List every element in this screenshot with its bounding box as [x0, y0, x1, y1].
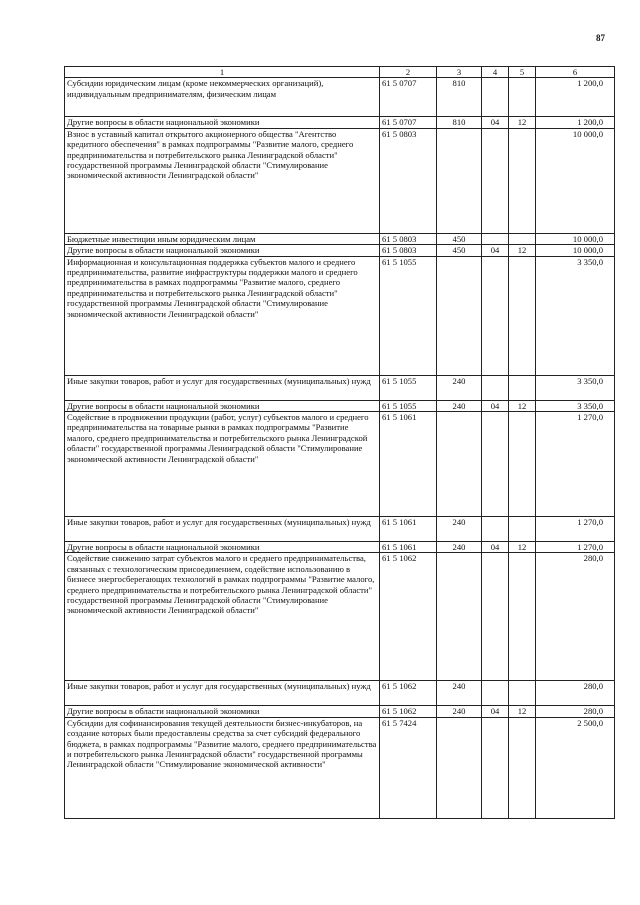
row-pr	[509, 717, 536, 818]
row-sum: 1 270,0	[536, 412, 615, 517]
row-vr: 240	[437, 400, 482, 411]
row-code: 61 5 1055	[380, 375, 437, 400]
row-sum: 1 200,0	[536, 78, 615, 117]
row-vr	[437, 717, 482, 818]
row-code: 61 5 1061	[380, 517, 437, 542]
row-vr: 450	[437, 233, 482, 244]
row-code: 61 5 0707	[380, 78, 437, 117]
row-sum: 10 000,0	[536, 128, 615, 233]
row-rz	[482, 375, 509, 400]
row-name: Содействие в продвижении продукции (работ, услуг) субъектов малого и среднего предпринимательства на товарные рынки в рамках подпрограммы "Развитие малого, среднего предпринимательства и потребительского рынка Ленинградской области" государственной программы Ленинградской области "Стимулирование экономической активности Ленинградской области"	[65, 412, 380, 517]
row-rz	[482, 681, 509, 706]
row-pr	[509, 128, 536, 233]
row-pr	[509, 412, 536, 517]
row-name: Иные закупки товаров, работ и услуг для государственных (муниципальных) нужд	[65, 681, 380, 706]
row-rz: 04	[482, 542, 509, 553]
row-sum: 2 500,0	[536, 717, 615, 818]
row-code: 61 5 1061	[380, 412, 437, 517]
table-row	[65, 117, 615, 128]
row-pr: 12	[509, 117, 536, 128]
row-pr: 12	[509, 542, 536, 553]
row-sum: 1 270,0	[536, 517, 615, 542]
table-row	[65, 717, 615, 818]
row-pr	[509, 375, 536, 400]
row-name: Другие вопросы в области национальной экономики	[65, 117, 380, 128]
row-code: 61 5 1055	[380, 400, 437, 411]
row-vr: 810	[437, 117, 482, 128]
row-vr: 240	[437, 706, 482, 717]
table-row	[65, 375, 615, 400]
row-code: 61 5 1055	[380, 256, 437, 375]
row-name: Другие вопросы в области национальной экономики	[65, 245, 380, 256]
row-name: Другие вопросы в области национальной экономики	[65, 542, 380, 553]
row-code: 61 5 0803	[380, 233, 437, 244]
row-sum: 3 350,0	[536, 375, 615, 400]
table-row	[65, 553, 615, 681]
row-vr	[437, 128, 482, 233]
row-sum: 280,0	[536, 706, 615, 717]
row-name: Информационная и консультационная поддержка субъектов малого и среднего предпринимательства, развитие инфраструктуры поддержки малого и среднего предпринимательства в рамках подпрограммы "Развитие малого, среднего предпринимательства и потребительского рынка Ленинградской области" государственной программы Ленинградской области "Стимулирование экономической активности Ленинградской области"	[65, 256, 380, 375]
row-sum: 1 270,0	[536, 542, 615, 553]
row-vr	[437, 553, 482, 681]
table-row	[65, 400, 615, 411]
row-rz	[482, 717, 509, 818]
table-row	[65, 412, 615, 517]
row-pr	[509, 553, 536, 681]
page-number: 87	[596, 33, 605, 43]
row-name: Субсидии для софинансирования текущей деятельности бизнес-инкубаторов, на создание которых были предоставлены средства за счет субсидий федерального бюджета, в рамках подпрограммы "Развитие малого, среднего предпринимательства и потребительского рынка Ленинградской области" государственной программы Ленинградской области "Стимулирование экономической активности"	[65, 717, 380, 818]
column-header: 6	[536, 67, 615, 78]
row-vr	[437, 256, 482, 375]
row-code: 61 5 7424	[380, 717, 437, 818]
column-header: 1	[65, 67, 380, 78]
table-row	[65, 706, 615, 717]
table-row	[65, 78, 615, 117]
row-rz	[482, 256, 509, 375]
row-sum: 10 000,0	[536, 233, 615, 244]
row-name: Содействие снижению затрат субъектов малого и среднего предпринимательства, связанных с технологическим присоединением, содействие использованию в бизнесе энергосберегающих технологий в рамках подпрограммы "Развитие малого, среднего предпринимательства и потребительского рынка Ленинградской области" государственной программы Ленинградской области "Стимулирование экономической активности Ленинградской области"	[65, 553, 380, 681]
row-rz	[482, 412, 509, 517]
row-pr	[509, 233, 536, 244]
row-rz: 04	[482, 400, 509, 411]
row-name: Субсидии юридическим лицам (кроме некоммерческих организаций), индивидуальным предпринимателям, физическим лицам	[65, 78, 380, 117]
row-pr: 12	[509, 706, 536, 717]
row-rz: 04	[482, 706, 509, 717]
row-name: Иные закупки товаров, работ и услуг для государственных (муниципальных) нужд	[65, 517, 380, 542]
row-name: Иные закупки товаров, работ и услуг для государственных (муниципальных) нужд	[65, 375, 380, 400]
row-vr: 450	[437, 245, 482, 256]
row-rz: 04	[482, 245, 509, 256]
column-header: 5	[509, 67, 536, 78]
row-pr	[509, 517, 536, 542]
row-rz	[482, 517, 509, 542]
column-header: 3	[437, 67, 482, 78]
table-row	[65, 233, 615, 244]
row-vr	[437, 412, 482, 517]
row-code: 61 5 0803	[380, 245, 437, 256]
table-row	[65, 256, 615, 375]
row-sum: 280,0	[536, 681, 615, 706]
row-sum: 1 200,0	[536, 117, 615, 128]
table-row	[65, 542, 615, 553]
row-code: 61 5 0707	[380, 117, 437, 128]
row-code: 61 5 0803	[380, 128, 437, 233]
table-header-row	[65, 67, 615, 78]
row-vr: 810	[437, 78, 482, 117]
table-row	[65, 517, 615, 542]
row-pr	[509, 681, 536, 706]
column-header: 2	[380, 67, 437, 78]
table-row	[65, 128, 615, 233]
row-sum: 10 000,0	[536, 245, 615, 256]
row-vr: 240	[437, 681, 482, 706]
table-row	[65, 681, 615, 706]
row-name: Взнос в уставный капитал открытого акционерного общества "Агентство кредитного обеспечения" в рамках подпрограммы "Развитие малого, среднего предпринимательства и потребительского рынка Ленинградской области" государственной программы Ленинградской области "Стимулирование экономической активности Ленинградской области"	[65, 128, 380, 233]
table-row	[65, 245, 615, 256]
row-name: Другие вопросы в области национальной экономики	[65, 706, 380, 717]
row-rz	[482, 78, 509, 117]
row-name: Другие вопросы в области национальной экономики	[65, 400, 380, 411]
row-code: 61 5 1062	[380, 706, 437, 717]
row-pr	[509, 256, 536, 375]
row-code: 61 5 1062	[380, 553, 437, 681]
row-sum: 3 350,0	[536, 400, 615, 411]
row-vr: 240	[437, 375, 482, 400]
row-rz	[482, 553, 509, 681]
row-pr: 12	[509, 400, 536, 411]
row-rz	[482, 233, 509, 244]
row-code: 61 5 1061	[380, 542, 437, 553]
row-vr: 240	[437, 517, 482, 542]
row-sum: 3 350,0	[536, 256, 615, 375]
row-code: 61 5 1062	[380, 681, 437, 706]
row-sum: 280,0	[536, 553, 615, 681]
row-pr: 12	[509, 245, 536, 256]
row-rz	[482, 128, 509, 233]
row-rz: 04	[482, 117, 509, 128]
column-header: 4	[482, 67, 509, 78]
row-vr: 240	[437, 542, 482, 553]
row-name: Бюджетные инвестиции иным юридическим лицам	[65, 233, 380, 244]
row-pr	[509, 78, 536, 117]
budget-table	[64, 66, 615, 819]
